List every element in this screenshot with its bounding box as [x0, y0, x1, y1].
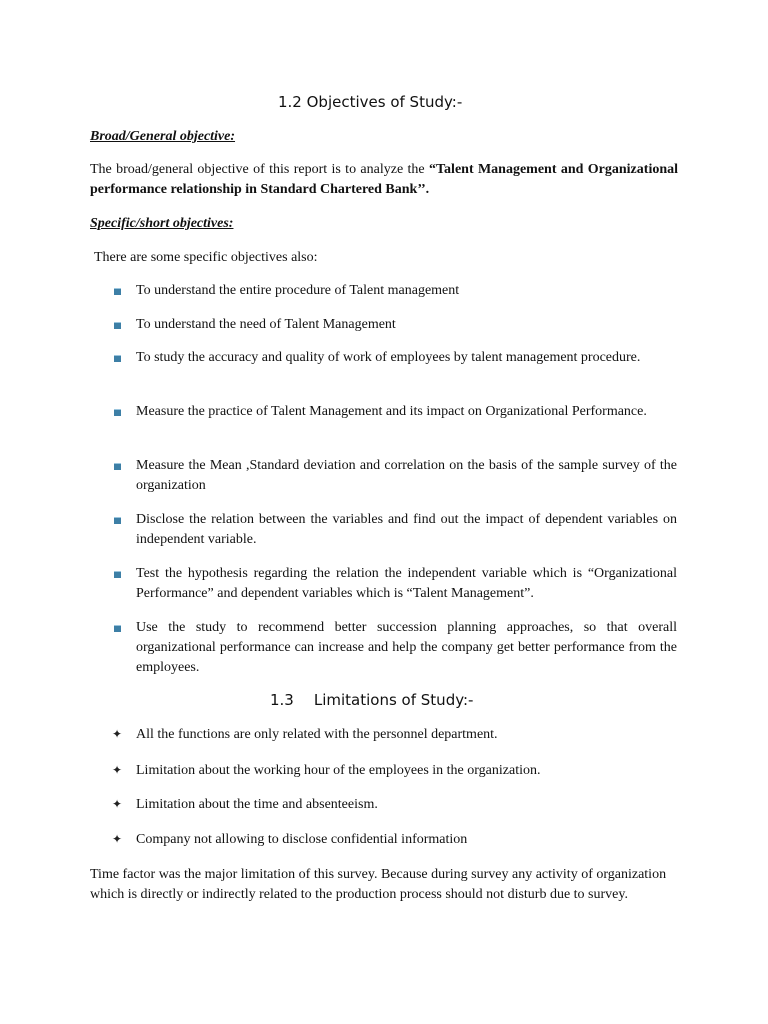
section-1-3-title: Limitations of Study:-	[313, 691, 474, 709]
square-bullet-icon	[114, 409, 121, 416]
square-bullet-icon	[114, 288, 121, 295]
square-bullet-icon	[114, 463, 121, 470]
objective-item: Measure the Mean ,Standard deviation and correlation on the basis of the sample survey of the organization	[136, 458, 677, 493]
limitations-closing-paragraph: Time factor was the major limitation of this survey. Because during survey any activity of organization which is directly or indirectly related to the production process should not disturb due to survey.	[90, 867, 667, 902]
section-1-3-heading	[270, 691, 473, 709]
objective-item: Use the study to recommend better succession planning approaches, so that overall organizational performance can increase and help the company get better performance from the employees.	[136, 620, 677, 675]
limitation-item: Limitation about the working hour of the employees in the organization.	[136, 763, 541, 778]
specific-objectives-intro: There are some specific objectives also:	[94, 250, 318, 265]
broad-objective-title-quote: “Talent Management and Organizational performance relationship in Standard Chartered Bank’’.	[90, 162, 679, 197]
square-bullet-icon	[114, 517, 121, 524]
broad-objective-text: The broad/general objective of this report is to analyze the	[90, 162, 429, 177]
limitation-item: Company not allowing to disclose confidential information	[136, 832, 468, 847]
square-bullet-icon	[114, 322, 121, 329]
objective-item: To study the accuracy and quality of work of employees by talent management procedure.	[136, 350, 641, 365]
broad-objective-heading: Broad/General objective:	[90, 129, 236, 144]
section-1-2-title: 1.2 Objectives of Study:-	[278, 93, 463, 111]
limitation-item: Limitation about the time and absenteeism.	[136, 797, 378, 812]
objective-item: Test the hypothesis regarding the relation the independent variable which is “Organizational Performance” and dependent variables which is “Talent Management”.	[136, 566, 677, 601]
four-point-star-icon: ✦	[112, 797, 123, 811]
specific-objectives-heading: Specific/short objectives:	[90, 216, 234, 231]
broad-objective-paragraph	[90, 160, 678, 200]
square-bullet-icon	[114, 571, 121, 578]
limitation-item: All the functions are only related with the personnel department.	[136, 727, 498, 742]
objective-item: Disclose the relation between the variables and find out the impact of dependent variables on independent variable.	[136, 512, 677, 547]
square-bullet-icon	[114, 625, 121, 632]
section-1-3-number: 1.3	[270, 691, 294, 709]
four-point-star-icon: ✦	[112, 727, 123, 741]
square-bullet-icon	[114, 355, 121, 362]
objective-item: To understand the need of Talent Management	[136, 317, 396, 332]
four-point-star-icon: ✦	[112, 832, 123, 846]
four-point-star-icon: ✦	[112, 763, 123, 777]
objective-item: To understand the entire procedure of Talent management	[136, 283, 460, 298]
objective-item: Measure the practice of Talent Management and its impact on Organizational Performance.	[136, 404, 647, 419]
